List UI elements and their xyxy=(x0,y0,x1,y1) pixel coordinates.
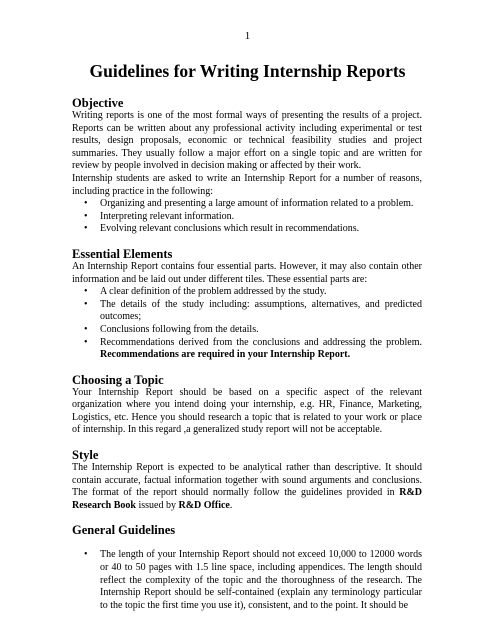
document-title: Guidelines for Writing Internship Reports xyxy=(89,61,406,81)
general-guidelines-section xyxy=(72,523,422,612)
style-text: issued by xyxy=(135,499,179,511)
style-text: . xyxy=(229,499,233,511)
list-item: • The length of your Internship Report should not exceed 10,000 to 12000 words or 40 to 50 pages with 1.5 line space, including appendices. The length should reflect the complexity of the topic and the thoroughness of the research. The Internship Report should be self-contained (explain any terminology particular to the topic the first time you use it), consistent, and to the point. It should be xyxy=(100,549,422,612)
list-item: • The details of the study including: assumptions, alternatives, and predicted outcomes; xyxy=(100,299,422,324)
style-heading: Style xyxy=(72,448,99,463)
page-number: 1 xyxy=(244,30,251,42)
objective-paragraph-2: Internship students are asked to write an Internship Report for a number of reasons, including practice in the following: xyxy=(72,172,422,197)
essential-elements-paragraph: An Internship Report contains four essential parts. However, it may also contain other information and be laid out under different tiles. These essential parts are: xyxy=(72,260,422,285)
rd-office-reference: R&D Office xyxy=(178,499,230,511)
list-item xyxy=(100,337,422,362)
objective-section xyxy=(72,96,422,236)
list-item: • Interpreting relevant information. xyxy=(100,211,422,224)
choosing-topic-heading: Choosing a Topic xyxy=(72,372,164,387)
essential-elements-list xyxy=(72,286,422,362)
objective-heading: Objective xyxy=(72,96,124,110)
list-item: • A clear definition of the problem addressed by the study. xyxy=(100,286,422,299)
list-item: • Conclusions following from the details. xyxy=(100,324,422,337)
essential-elements-section xyxy=(72,247,422,362)
recommendations-text: Recommendations derived from the conclusions and addressing the problem. xyxy=(100,336,422,348)
essential-elements-heading: Essential Elements xyxy=(72,246,173,261)
list-item: • Evolving relevant conclusions which result in recommendations. xyxy=(100,223,422,236)
general-guidelines-heading: General Guidelines xyxy=(72,523,176,538)
list-item: • Organizing and presenting a large amount of information related to a problem. xyxy=(100,198,422,211)
style-paragraph xyxy=(72,462,422,512)
style-section xyxy=(72,448,422,512)
objective-paragraph: Writing reports is one of the most formal ways of presenting the results of a project. Reports can be written about any professional activity including experimental or test results, design proposals, economic or technical feasibility studies and project summaries. They usually follow a major effort on a single topic and are written for review by people involved in decision making or affected by their work. xyxy=(72,110,422,172)
choosing-topic-section xyxy=(72,373,422,437)
choosing-topic-paragraph: Your Internship Report should be based on a specific aspect of the relevant organization where you intend doing your internship, e.g. HR, Finance, Marketing, Logistics, etc. Hence you should research a topic that is related to your work or place of internship. In this regard ,a generalized study report will not be acceptable. xyxy=(72,386,422,436)
style-text: The Internship Report is expected to be analytical rather than descriptive. It should contain accurate, factual information together with sound arguments and conclusions. The format of the report should normally follow the guidelines provided in xyxy=(72,462,422,499)
research-book-reference: R&D Research Book xyxy=(72,487,422,511)
document-body xyxy=(72,96,422,612)
general-guidelines-list xyxy=(72,549,422,612)
objective-list xyxy=(72,198,422,236)
recommendations-required-note: Recommendations are required in your Internship Report. xyxy=(100,349,351,361)
